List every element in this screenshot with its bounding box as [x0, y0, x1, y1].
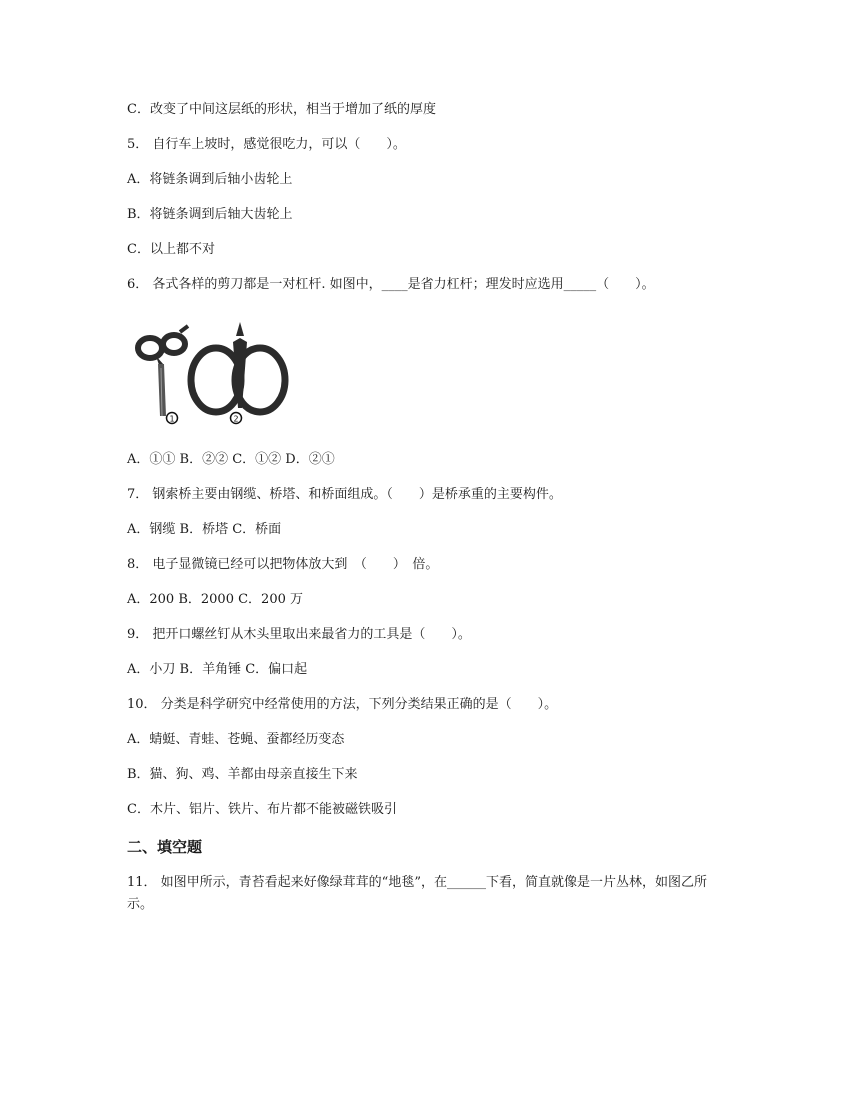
question-line-q8-options: A．200 B．2000 C．200 万: [127, 592, 303, 607]
question-line-q7: 7． 钢索桥主要由钢缆、桥塔、和桥面组成。（ ）是桥承重的主要构件。: [127, 487, 562, 502]
question-line-q11: 11． 如图甲所示，青苔看起来好像绿茸茸的“地毯”，在______下看，简直就像是一片丛林，如图乙所示。: [127, 875, 707, 912]
question-line-q8: 8． 电子显微镜已经可以把物体放大到 （ ） 倍。: [127, 557, 439, 572]
scissors-figure: [130, 320, 300, 430]
question-line-q6: 6． 各式各样的剪刀都是一对杠杆. 如图中，____是省力杠杆；理发时应选用_____（ ）。: [127, 277, 655, 292]
question-line-q7-options: A．钢缆 B．桥塔 C．桥面: [127, 522, 282, 537]
question-line-q4c: C．改变了中间这层纸的形状，相当于增加了纸的厚度: [127, 102, 436, 117]
question-line-q9-options: A．小刀 B．羊角锤 C．偏口起: [127, 662, 308, 677]
question-line-q6-options: A．①① B．②② C．①② D．②①: [127, 452, 335, 467]
question-line-q5b: B．将链条调到后轴大齿轮上: [127, 207, 293, 222]
question-line-q5: 5． 自行车上坡时，感觉很吃力，可以（ ）。: [127, 137, 406, 152]
question-line-q5a: A．将链条调到后轴小齿轮上: [127, 172, 293, 187]
svg-text:2: 2: [233, 414, 239, 424]
question-line-q10a: A．蜻蜓、青蛙、苍蝇、蚕都经历变态: [127, 732, 345, 747]
question-line-q10c: C．木片、铝片、铁片、布片都不能被磁铁吸引: [127, 802, 397, 817]
question-line-q5c: C．以上都不对: [127, 242, 215, 257]
scissors-1-icon: [138, 326, 188, 416]
scissors-2-icon: [191, 322, 285, 412]
svg-text:1: 1: [169, 414, 175, 424]
question-line-q10: 10． 分类是科学研究中经常使用的方法，下列分类结果正确的是（ ）。: [127, 697, 558, 712]
question-line-q10b: B．猫、狗、鸡、羊都由母亲直接生下来: [127, 767, 358, 782]
scissors-illustration: [130, 320, 300, 430]
question-line-q9: 9． 把开口螺丝钉从木头里取出来最省力的工具是（ ）。: [127, 627, 471, 642]
section-heading: 二、填空题: [127, 838, 203, 856]
